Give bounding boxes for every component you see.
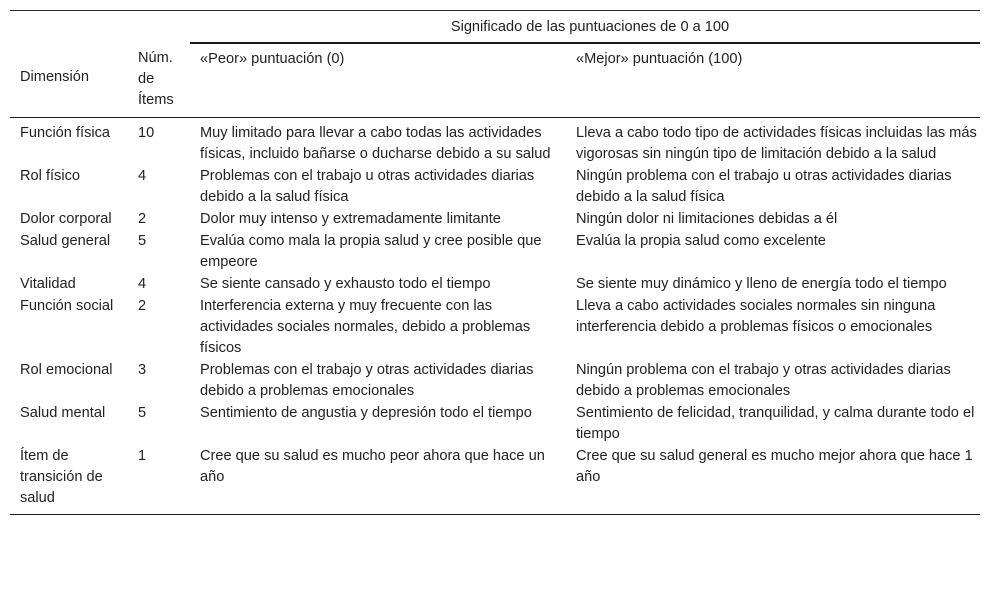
items-count-cell: 2	[138, 298, 147, 314]
table-body	[10, 118, 980, 515]
table-row	[10, 359, 980, 402]
table-row	[10, 295, 980, 359]
dimension-cell: Función física	[20, 125, 111, 141]
items-count-cell: 1	[128, 445, 190, 515]
items-count-cell: 2	[138, 211, 147, 227]
table-header	[10, 11, 980, 118]
empty-header-cell	[128, 11, 190, 44]
best-score-cell: Sentimiento de felicidad, tranquilidad, y calma durante todo el tiempo	[576, 405, 975, 442]
best-score-cell: Ningún problema con el trabajo u otras actividades diarias debido a la salud física	[576, 168, 952, 205]
worst-score-cell: Interferencia externa y muy frecuente con las actividades sociales normales, debido a problemas físicos	[200, 298, 531, 356]
best-score-cell: Lleva a cabo todo tipo de actividades físicas incluidas las más vigorosas sin ningún tipo de limitación debido a la salud	[576, 125, 977, 162]
worst-score-cell: Muy limitado para llevar a cabo todas las actividades físicas, incluido bañarse o ducharse debido a su salud	[200, 125, 551, 162]
dimension-header: Dimensión	[10, 43, 128, 118]
table-row	[10, 445, 980, 515]
dimension-cell: Rol físico	[20, 168, 81, 184]
best-score-cell: Cree que su salud general es mucho mejor ahora que hace 1 año	[566, 445, 980, 515]
dimension-cell: Salud general	[20, 233, 111, 249]
dimension-cell: Dolor corporal	[20, 211, 112, 227]
best-score-cell: Evalúa la propia salud como excelente	[576, 233, 826, 249]
best-score-header: «Mejor» puntuación (100)	[566, 43, 980, 118]
items-count-cell: 5	[138, 233, 147, 249]
items-count-cell: 4	[138, 168, 147, 184]
worst-score-cell: Problemas con el trabajo y otras actividades diarias debido a problemas emocionales	[200, 362, 534, 399]
best-score-cell: Se siente muy dinámico y lleno de energía todo el tiempo	[576, 276, 947, 292]
column-header-row	[10, 43, 980, 118]
table-row	[10, 208, 980, 230]
best-score-cell: Ningún problema con el trabajo y otras actividades diarias debido a problemas emocionales	[576, 362, 951, 399]
items-count-cell: 3	[138, 362, 147, 378]
table-row	[10, 402, 980, 445]
table-row	[10, 273, 980, 295]
dimension-cell: Vitalidad	[20, 276, 76, 292]
items-count-cell: 4	[138, 276, 147, 292]
table-row	[10, 230, 980, 273]
worst-score-cell: Problemas con el trabajo u otras actividades diarias debido a la salud física	[200, 168, 535, 205]
items-count-cell: 5	[138, 405, 147, 421]
dimension-cell: Función social	[20, 298, 114, 314]
worst-score-header: «Peor» puntuación (0)	[190, 43, 566, 118]
scores-meaning-header: Significado de las puntuaciones de 0 a 100	[190, 11, 980, 44]
worst-score-cell: Cree que su salud es mucho peor ahora que hace un año	[190, 445, 566, 515]
sf36-table	[10, 10, 980, 515]
worst-score-cell: Evalúa como mala la propia salud y cree posible que empeore	[200, 233, 542, 270]
worst-score-cell: Se siente cansado y exhausto todo el tiempo	[200, 276, 491, 292]
items-count-cell: 10	[138, 125, 155, 141]
items-count-header: Núm. de Ítems	[128, 43, 190, 118]
dimension-cell: Ítem de transición de salud	[10, 445, 128, 515]
best-score-cell: Lleva a cabo actividades sociales normales sin ninguna interferencia debido a problemas físicos o emocionales	[576, 298, 936, 335]
worst-score-cell: Dolor muy intenso y extremadamente limitante	[200, 211, 501, 227]
super-header-row	[10, 11, 980, 44]
best-score-cell: Ningún dolor ni limitaciones debidas a él	[576, 211, 838, 227]
dimension-cell: Salud mental	[20, 405, 106, 421]
document-page	[10, 10, 980, 515]
table-row	[10, 118, 980, 166]
dimension-cell: Rol emocional	[20, 362, 113, 378]
table-row	[10, 165, 980, 208]
worst-score-cell: Sentimiento de angustia y depresión todo el tiempo	[200, 405, 532, 421]
empty-header-cell	[10, 11, 128, 44]
